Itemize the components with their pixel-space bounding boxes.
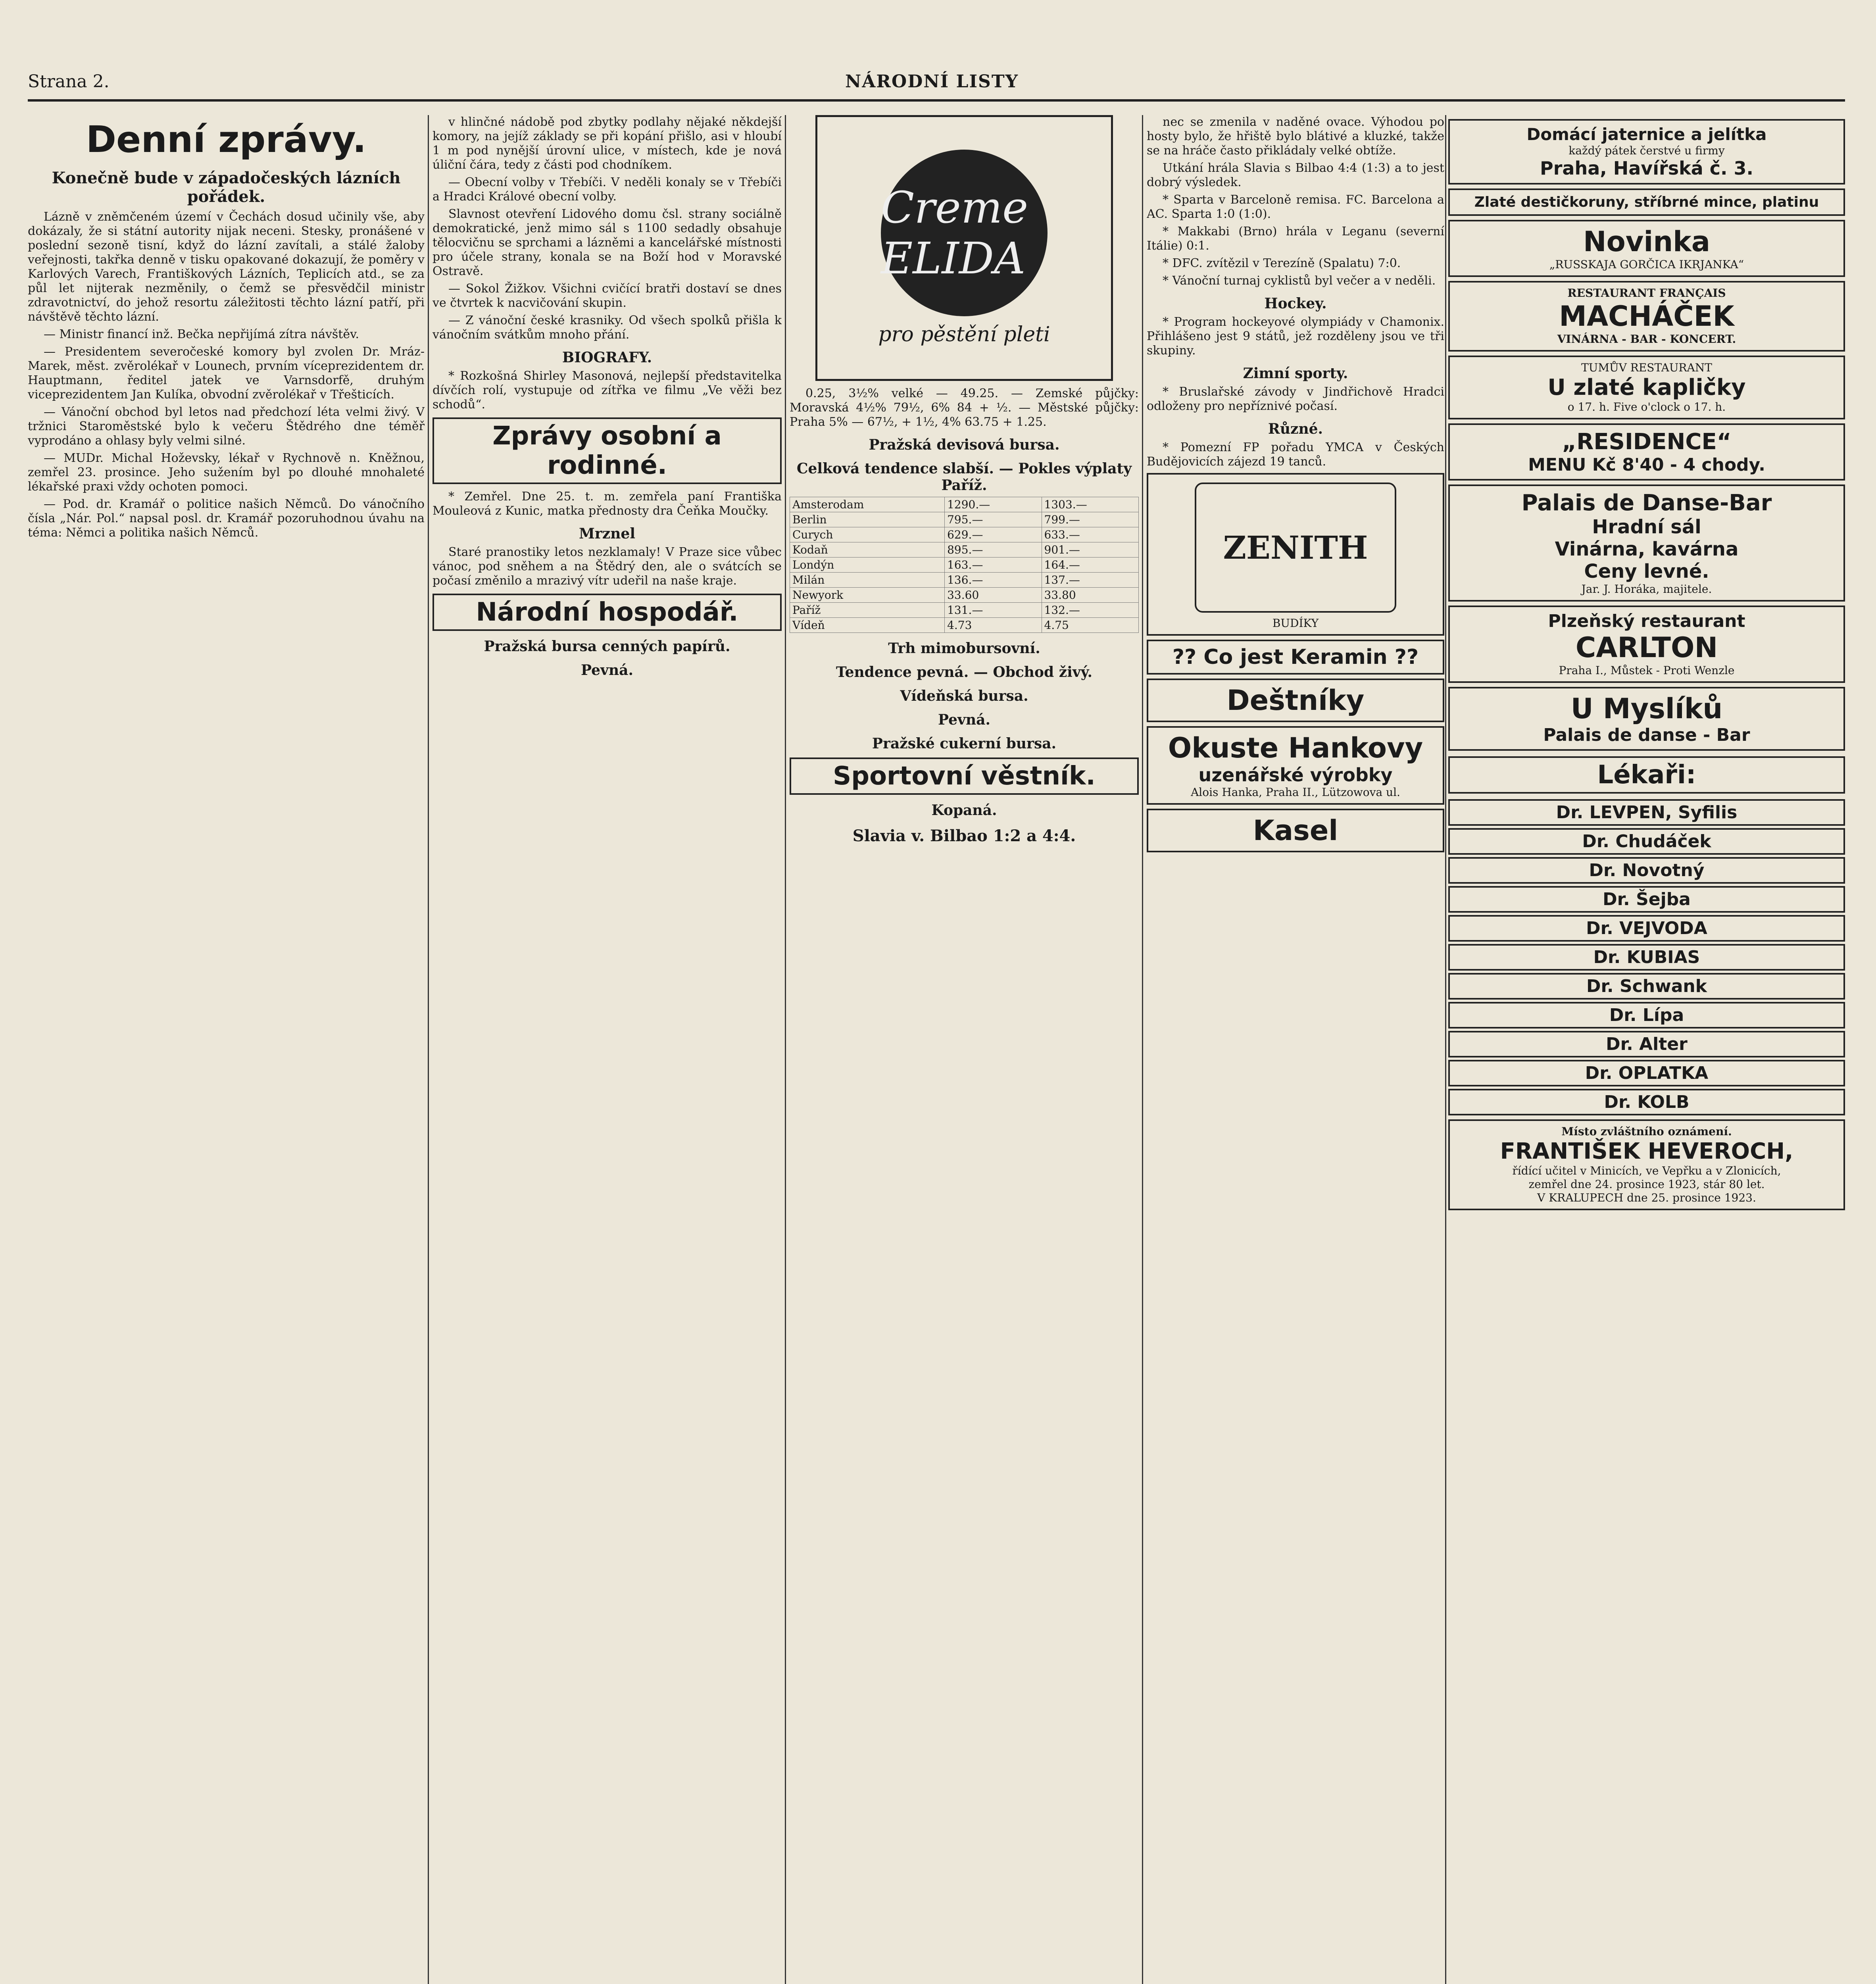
devisy-cell: 901.— — [1042, 542, 1138, 558]
death-notice — [1448, 1119, 1845, 1210]
doctors-list — [1448, 799, 1845, 1115]
machacek-title: MACHÁČEK — [1559, 300, 1734, 333]
paragraph: — Ministr financí inž. Bečka nepřijímá zítra návštěv. — [44, 327, 359, 341]
jaternice-advert — [1448, 119, 1845, 185]
doctor-name: Dr. KOLB — [1604, 1092, 1690, 1112]
paragraph: — Z vánoční české krasniky. Od všech spolků přišla k vánočním svátkům mnoho přání. — [432, 313, 782, 342]
devisy-cell: 164.— — [1042, 558, 1138, 573]
carlton-title: CARLTON — [1575, 631, 1718, 664]
devisy-row — [790, 573, 1139, 588]
ruzne-title: Různé. — [1268, 421, 1323, 437]
paper-title: NÁRODNÍ LISTY — [845, 71, 1019, 92]
kasel-advert — [1147, 809, 1444, 852]
kaplicka-advert — [1448, 356, 1845, 419]
column-5 — [1448, 115, 1845, 1984]
sport-headline: Slavia v. Bilbao 1:2 a 4:4. — [852, 827, 1076, 845]
doctor-name: Dr. Novotný — [1589, 860, 1705, 880]
devisy-table — [790, 497, 1139, 633]
doctor-advert — [1448, 886, 1845, 913]
doctor-name: Dr. KUBIAS — [1593, 947, 1700, 967]
cukerni-title: Pražské cukerní bursa. — [872, 735, 1057, 752]
headline: Konečně bude v západočeských lázních pořádek. — [52, 169, 401, 206]
kaplicka-title: U zlaté kapličky — [1547, 375, 1746, 400]
death-head: Místo zvláštního oznámení. — [1561, 1125, 1732, 1138]
devisy-cell: Newyork — [790, 588, 945, 603]
devisy-cell: 4.73 — [945, 618, 1042, 633]
hanka-address: Alois Hanka, Praha II., Lützowova ul. — [1191, 786, 1400, 799]
paragraph: — Sokol Žižkov. Všichni cvičící bratři dostaví se dnes ve čtvrtek k nacvičování skupin. — [432, 282, 782, 310]
devisy-cell: Vídeň — [790, 618, 945, 633]
mimobursovni-subtitle: Tendence pevná. — Obchod živý. — [836, 664, 1093, 681]
section-title: Denní zprávy. — [86, 118, 367, 161]
devisy-cell: 136.— — [945, 573, 1042, 588]
doctor-advert — [1448, 1031, 1845, 1057]
doctor-advert — [1448, 857, 1845, 884]
doctor-name: Dr. VEJVODA — [1586, 918, 1707, 938]
kaplicka-top: TUMŮV RESTAURANT — [1581, 361, 1712, 374]
videnska-title: Vídeňská bursa. — [900, 688, 1028, 704]
devisy-cell: Berlin — [790, 512, 945, 527]
jaternice-address: Praha, Havířská č. 3. — [1540, 158, 1753, 179]
doctor-advert — [1448, 799, 1845, 826]
mimobursovni-title: Trh mimobursovní. — [888, 640, 1040, 657]
myslik-title: U Myslíků — [1570, 692, 1723, 725]
column-3 — [790, 115, 1139, 1984]
myslik-advert — [1448, 687, 1845, 751]
devisy-row — [790, 542, 1139, 558]
devisy-cell: Milán — [790, 573, 945, 588]
devisy-cell: 4.75 — [1042, 618, 1138, 633]
paragraph: — Vánoční obchod byl letos nad předchozí léta velmi živý. V tržnici Staroměstské bylo k večeru Štědrého dne téměř vyprodáno a ohlasy byly velmi silné. — [28, 405, 425, 448]
devisy-cell: 633.— — [1042, 527, 1138, 542]
osobni-title: Zprávy osobní a rodinné. — [432, 417, 782, 484]
machacek-top: RESTAURANT FRANÇAIS — [1567, 286, 1726, 300]
hanka-advert — [1147, 726, 1444, 805]
devisy-cell: Paříž — [790, 603, 945, 618]
devisy-row — [790, 497, 1139, 512]
doctor-advert — [1448, 1060, 1845, 1086]
bursa-subtitle: Pevná. — [581, 662, 633, 679]
machacek-advert — [1448, 281, 1845, 352]
lekari-title: Lékaři: — [1448, 756, 1845, 794]
devisy-row — [790, 527, 1139, 542]
paragraph: * Program hockeyové olympiády v Chamonix. Přihlášeno jest 9 států, jež rozděleny jsou ve tři skupiny. — [1147, 315, 1444, 358]
hockey-title: Hockey. — [1264, 295, 1327, 312]
devisy-cell: 895.— — [945, 542, 1042, 558]
devisy-row — [790, 512, 1139, 527]
doctor-advert — [1448, 915, 1845, 942]
videnska-subtitle: Pevná. — [938, 711, 990, 728]
column-rule — [785, 115, 786, 1984]
column-rule — [428, 115, 429, 1984]
paragraph: * Rozkošná Shirley Masonová, nejlepší představitelka dívčích rolí, vystupuje od zítřka ve filmu „Ve věži bez schodů“. — [432, 369, 782, 411]
clock-icon: ZENITH — [1195, 483, 1396, 613]
keramin-advert — [1147, 640, 1444, 675]
zenith-subtitle: BUDÍKY — [1272, 617, 1319, 630]
novinka-advert — [1448, 220, 1845, 277]
paragraph: * Pomezní FP pořadu YMCA v Českých Budějovicích zájezd 19 tanců. — [1147, 440, 1444, 469]
paragraph: Slavnost otevření Lidového domu čsl. strany sociálně demokratické, jenž mimo sál s 1100 sedadly obsahuje tělocvičnu se sprchami a lázněmi a kancelářské místnosti pro účele strany, konala se na Boží hod v Moravské Ostravě. — [432, 207, 782, 278]
keramin-title: ?? Co jest Keramin ?? — [1172, 645, 1419, 669]
devisy-cell: 33.60 — [945, 588, 1042, 603]
death-text: zemřel dne 24. prosince 1923, stár 80 let. — [1528, 1178, 1765, 1191]
residence-title: „RESIDENCE“ — [1562, 429, 1732, 455]
elida-logo-icon: Creme ELIDA — [881, 150, 1048, 316]
devisy-cell: Londýn — [790, 558, 945, 573]
devisova-title: Pražská devisová bursa. — [869, 436, 1060, 453]
machacek-bottom: VINÁRNA - BAR - KONCERT. — [1557, 333, 1736, 346]
death-role: řídící učitel v Minicích, ve Vepřku a v Zlonicích, — [1512, 1164, 1781, 1177]
column-rule — [1445, 115, 1446, 1984]
zimni-title: Zimní sporty. — [1243, 365, 1348, 382]
column-4 — [1147, 115, 1444, 1984]
devisy-cell: 799.— — [1042, 512, 1138, 527]
palais-advert — [1448, 484, 1845, 602]
mrznel-title: Mrznel — [579, 525, 635, 542]
page-number: Strana 2. — [28, 71, 110, 92]
zlato-title: Zlaté destičkoruny, stříbrné mince, platinu — [1474, 194, 1819, 210]
paragraph: — MUDr. Michal Hoževsky, lékař v Rychnově n. Kněžnou, zemřel 23. prosince. Jeho sužením byl po dlouhé mnohaleté lékařské praxi vždy ochoten pomoci. — [28, 451, 425, 494]
paragraph: v hlinčné nádobě pod zbytky podlahy nějaké někdejší komory, na jejíž základy se při kopání přišlo, asi v hloubí 1 m pod nynější úrovní ulice, v místech, kde je nová úliční čára, tedy z části pod chodníkem. — [432, 115, 782, 172]
paragraph: * Zemřel. Dne 25. t. m. zemřela paní Františka Mouleová z Kunic, matka přednosty dra Čeňka Moučky. — [432, 490, 782, 518]
paragraph: Utkání hrála Slavia s Bilbao 4:4 (1:3) a to jest dobrý výsledek. — [1147, 161, 1444, 189]
devisy-cell: 163.— — [945, 558, 1042, 573]
destniky-title: Deštníky — [1226, 684, 1365, 717]
column-rule — [1142, 115, 1143, 1984]
devisy-cell: 137.— — [1042, 573, 1138, 588]
myslik-subtitle: Palais de danse - Bar — [1543, 725, 1750, 745]
devisy-cell: 33.80 — [1042, 588, 1138, 603]
devisy-cell: Curych — [790, 527, 945, 542]
doctor-advert — [1448, 944, 1845, 971]
doctor-name: Dr. OPLATKA — [1585, 1063, 1709, 1083]
zenith-advert — [1147, 473, 1444, 636]
novinka-title: Novinka — [1583, 225, 1710, 258]
carlton-top: Plzeňský restaurant — [1548, 611, 1745, 631]
paragraph: * Makkabi (Brno) hrála v Leganu (severní Itálie) 0:1. — [1147, 225, 1444, 253]
column-2 — [432, 115, 782, 1984]
doctor-name: Dr. LEVPEN, Syfilis — [1556, 802, 1738, 823]
doctor-advert — [1448, 828, 1845, 855]
doctor-name: Dr. Šejba — [1603, 889, 1691, 909]
hanka-title: Okuste Hankovy — [1168, 732, 1423, 764]
novinka-subtitle: „RUSSKAJA GORČICA IKRJANKA“ — [1549, 258, 1744, 271]
paragraph: — Presidentem severočeské komory byl zvolen Dr. Mráz-Marek, měst. zvěrolékař v Lounech, prvním víceprezidentem dr. Hauptmann, ředitel jatek ve Varnsdorfě, druhým viceprezidentem Jan Kulíka, obvodní zvěrolékař v Třešticích. — [28, 345, 425, 402]
kaplicka-subtitle: o 17. h. Five o'clock o 17. h. — [1567, 400, 1726, 413]
doctor-advert — [1448, 1089, 1845, 1115]
devisova-subtitle: Celková tendence slabší. — Pokles výplaty Paříž. — [796, 460, 1132, 494]
devisy-cell: 795.— — [945, 512, 1042, 527]
paragraph: * Sparta v Barceloně remisa. FC. Barcelona a AC. Sparta 1:0 (1:0). — [1147, 193, 1444, 221]
elida-advert — [815, 115, 1113, 381]
death-name: FRANTIŠEK HEVEROCH, — [1500, 1138, 1793, 1164]
devisy-cell: Amsterodam — [790, 497, 945, 512]
paragraph: 0.25, 3½% velké — 49.25. — Zemské půjčky: Moravská 4½% 79½, 6% 84 + ½. — Městské půjčky: Praha 5% — 67½, + 1½, 4% 63.75 + 1.25. — [790, 386, 1139, 429]
paragraph: * DFC. zvítězil v Terezíně (Spalatu) 7:0. — [1163, 256, 1401, 270]
doctor-name: Dr. Alter — [1606, 1034, 1688, 1054]
devisy-cell: Kodaň — [790, 542, 945, 558]
sport-subtitle: Kopaná. — [931, 802, 997, 819]
hradni-title: Hradní sál — [1592, 516, 1701, 538]
doctor-advert — [1448, 1002, 1845, 1029]
doctor-advert — [1448, 973, 1845, 1000]
jaternice-subtitle: každý pátek čerstvé u firmy — [1568, 144, 1725, 157]
bursa-title: Pražská bursa cenných papírů. — [484, 638, 730, 655]
hanka-subtitle: uzenářské výrobky — [1198, 764, 1393, 786]
devisy-row — [790, 603, 1139, 618]
paragraph: Staré pranostiky letos nezklamaly! V Praze sice vůbec vánoc, pod sněhem a na Štědrý den, ale o svátcích se počasí změnilo a mrazivý vítr udeřil na naše kraje. — [432, 545, 782, 588]
paragraph: * Vánoční turnaj cyklistů byl večer a v neděli. — [1163, 274, 1436, 288]
hospodar-title: Národní hospodář. — [432, 594, 782, 631]
devisy-cell: 131.— — [945, 603, 1042, 618]
doctor-name: Dr. Lípa — [1609, 1005, 1684, 1025]
devisy-cell: 1303.— — [1042, 497, 1138, 512]
paragraph: nec se zmenila v naděné ovace. Výhodou po hosty bylo, že hřiště bylo blátivé a kluzké, takže se na hráče často přikládaly velké obtíže. — [1147, 115, 1444, 158]
devisy-row — [790, 588, 1139, 603]
paragraph: Lázně v zněmčeném území v Čechách dosud učinily vše, aby dokázaly, že si státní autority nijak neceni. Stesky, pronášené v poslední sezoně tisní, když do lázní zavítali, a stálé žaloby veřejnosti, takřka denně v tisku opakované dokazují, že poměry v Karlových Varech, Františkových Lázních, Teplicích atd., se za půl let nijterak nezměnily, o čemž se přesvědčil ministr zdravotnictví, do jehož resortu záležitosti těchto lázní patří, při návštěvě těchto lázní. — [28, 210, 425, 324]
residence-advert — [1448, 423, 1845, 481]
paragraph: — Obecní volby v Třebíči. V neděli konaly se v Třebíči a Hradci Králové obecní volby. — [432, 175, 782, 204]
jaternice-title: Domácí jaternice a jelítka — [1526, 125, 1767, 144]
kasel-title: Kasel — [1253, 814, 1338, 847]
paragraph: — Pod. dr. Kramář o politice našich Němců. Do vánočního čísla „Nár. Pol.“ napsal posl. dr. Kramář pozoruhodnou úvahu na téma: Němci a politika našich Němců. — [28, 497, 425, 540]
palais-title: Palais de Danse-Bar — [1521, 490, 1772, 516]
devisy-row — [790, 558, 1139, 573]
sport-title: Sportovní věstník. — [790, 757, 1139, 795]
carlton-advert — [1448, 606, 1845, 683]
devisy-cell: 132.— — [1042, 603, 1138, 618]
paragraph: * Bruslařské závody v Jindřichově Hradci odloženy pro nepříznivé počasí. — [1147, 385, 1444, 413]
horak-subtitle: Jar. J. Horáka, majitele. — [1581, 583, 1712, 596]
devisy-cell: 629.— — [945, 527, 1042, 542]
elida-caption: pro pěstění pleti — [878, 323, 1050, 346]
doctor-name: Dr. Schwank — [1586, 976, 1707, 996]
devisy-cell: 1290.— — [945, 497, 1042, 512]
page-header — [28, 71, 1845, 102]
death-place: V KRALUPECH dne 25. prosince 1923. — [1537, 1191, 1756, 1204]
vinarna-title: Vinárna, kavárna — [1555, 538, 1739, 560]
zlato-advert — [1448, 188, 1845, 216]
destniky-advert — [1147, 679, 1444, 722]
ceny-title: Ceny levné. — [1584, 560, 1709, 583]
biografy-title: BIOGRAFY. — [562, 349, 652, 366]
doctor-name: Dr. Chudáček — [1582, 831, 1711, 852]
carlton-subtitle: Praha I., Můstek - Proti Wenzle — [1559, 664, 1735, 677]
residence-menu: MENU Kč 8'40 - 4 chody. — [1528, 455, 1765, 475]
column-1 — [28, 115, 425, 1984]
devisy-row — [790, 618, 1139, 633]
